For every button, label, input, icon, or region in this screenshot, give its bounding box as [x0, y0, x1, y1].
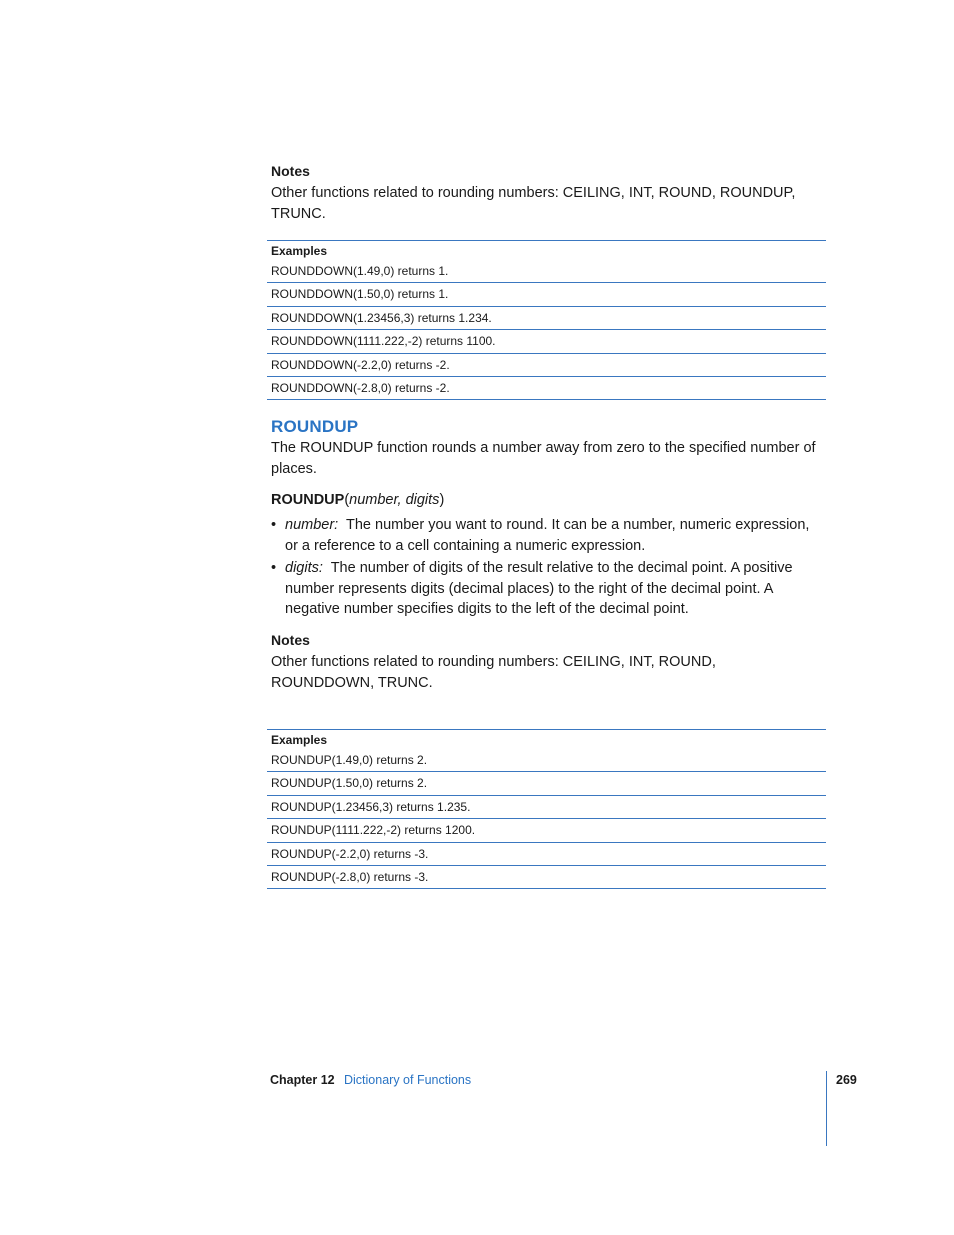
- rounddown-notes-text: Other functions related to rounding numbers: CEILING, INT, ROUND, ROUNDUP, TRUNC.: [271, 185, 796, 222]
- table-row: ROUNDUP(1.23456,3) returns 1.235.: [267, 796, 826, 819]
- table-row: ROUNDDOWN(1.50,0) returns 1.: [267, 283, 826, 306]
- table-row: ROUNDDOWN(-2.2,0) returns -2.: [267, 354, 826, 377]
- param-item-number: [271, 515, 825, 556]
- table-row: ROUNDDOWN(1.23456,3) returns 1.234.: [267, 307, 826, 330]
- param-description: The number of digits of the result relative to the decimal point. A positive number represents digits (decimal places) to the right of the decimal point. A negative number specifies digits to the left of the decimal point.: [285, 560, 793, 617]
- table-row: ROUNDDOWN(1111.222,-2) returns 1100.: [267, 330, 826, 353]
- section-title: ROUNDUP: [271, 417, 359, 436]
- table-row: ROUNDDOWN(1.49,0) returns 1.: [267, 260, 826, 283]
- param-item-digits: [271, 558, 805, 620]
- function-syntax: [271, 492, 444, 508]
- roundup-notes-heading: Notes: [271, 632, 310, 648]
- syntax-function-name: ROUNDUP: [271, 492, 345, 508]
- table-row: ROUNDUP(1.50,0) returns 2.: [267, 772, 826, 795]
- param-term: number:: [285, 517, 339, 533]
- table-row: ROUNDUP(-2.2,0) returns -3.: [267, 843, 826, 866]
- footer-chapter-title: Dictionary of Functions: [344, 1073, 472, 1087]
- syntax-arguments: number, digits: [349, 492, 440, 508]
- bullet-marker: •: [271, 560, 277, 576]
- table-row: ROUNDUP(-2.8,0) returns -3.: [267, 866, 826, 889]
- syntax-close-paren: ): [439, 492, 445, 508]
- examples-heading: Examples: [267, 729, 826, 749]
- rounddown-notes-heading: Notes: [271, 163, 310, 179]
- roundup-examples-table: [267, 729, 826, 889]
- param-term: digits:: [285, 560, 323, 576]
- bullet-marker: •: [271, 517, 277, 533]
- section-description: The ROUNDUP function rounds a number away from zero to the specified number of places.: [271, 440, 816, 477]
- table-row: ROUNDUP(1111.222,-2) returns 1200.: [267, 819, 826, 842]
- footer-chapter: Chapter 12: [270, 1073, 335, 1087]
- table-row: ROUNDUP(1.49,0) returns 2.: [267, 749, 826, 772]
- page-number: 269: [836, 1073, 857, 1087]
- footer-divider: [826, 1071, 827, 1146]
- roundup-notes-text: Other functions related to rounding numbers: CEILING, INT, ROUND, ROUNDDOWN, TRUNC.: [271, 654, 716, 691]
- syntax-open-paren: (: [344, 492, 350, 508]
- examples-heading: Examples: [267, 240, 826, 260]
- rounddown-examples-table: [267, 240, 826, 400]
- table-row: ROUNDDOWN(-2.8,0) returns -2.: [267, 377, 826, 400]
- param-description: The number you want to round. It can be a number, numeric expression, or a reference to a cell containing a numeric expression.: [285, 517, 810, 554]
